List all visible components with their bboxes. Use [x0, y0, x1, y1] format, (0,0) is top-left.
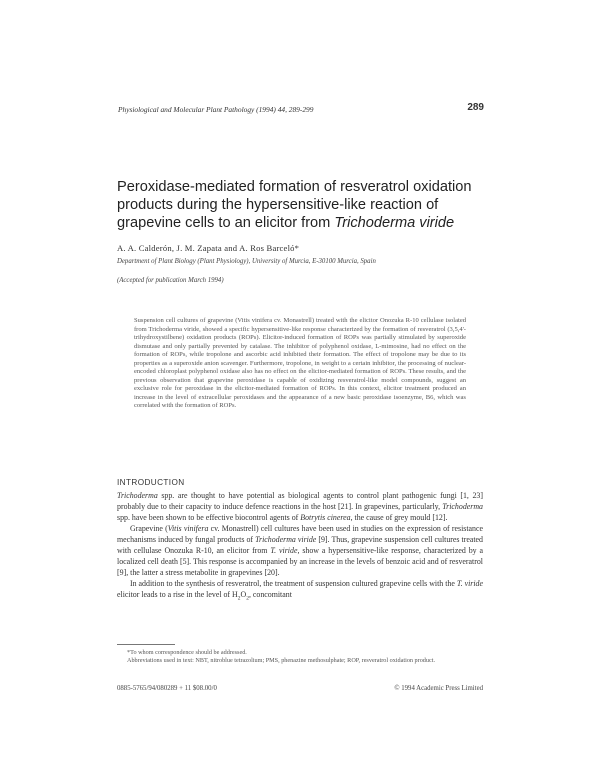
genus-name: Trichoderma: [117, 491, 158, 500]
text-run: [9]. Thus, grapevine suspension cell cultures treated with cellulase Onozuka R-10, an elicitor from: [117, 535, 484, 556]
genus-name: Trichoderma: [442, 502, 483, 512]
species-name: T. viride: [270, 546, 298, 556]
paragraph-3: [117, 578, 483, 600]
article-title: [117, 178, 497, 232]
pathogen-name: Botrytis cinerea: [300, 513, 351, 523]
subscript: 2: [237, 596, 241, 602]
text-run: Grapevine (: [130, 524, 168, 534]
text-run: , concomitant: [248, 590, 292, 600]
text-run: spp. have been shown to be effective biocontrol agents of: [117, 513, 301, 523]
text-run: cv. Monastrell) cell cultures have been used in studies on the expression of resistance mechanisms induced by fungal products of: [117, 524, 483, 545]
paragraph-2: [117, 523, 483, 578]
paragraph-1: [117, 490, 483, 523]
species-name: Vitis vinifera: [167, 524, 209, 534]
text-run: In addition to the synthesis of resveratrol, the treatment of suspension cultured grapevine cells with the: [130, 579, 457, 589]
species-name: T. viride: [456, 579, 484, 589]
text-run: O: [240, 590, 247, 600]
text-run: spp. are thought to have potential as biological agents to control plant pathogenic fungi [1, 23] probably due to their capacity to induce defence reactions in the host [21]. In grapevines, particularly,: [117, 491, 483, 512]
accepted-date: (Accepted for publication March 1994): [117, 277, 224, 284]
footnote-abbreviations: Abbreviations used in text: NBT, nitroblue tetrazolium; PMS, phenazine methosulphate; ROP, resveratrol oxidation product.: [127, 657, 435, 665]
journal-citation: Physiological and Molecular Plant Pathology (1994) 44, 289-299: [118, 105, 314, 114]
title-species: Trichoderma viride: [334, 215, 455, 231]
copyright-line: © 1994 Academic Press Limited: [394, 685, 483, 692]
affiliation: Department of Plant Biology (Plant Physiology), University of Murcia, E-30100 Murcia, Spain: [117, 258, 376, 265]
footnotes: [117, 649, 483, 665]
title-text: Peroxidase-mediated formation of resveratrol oxidation products during the hypersensitive-like reaction of grapevine cells to an elicitor from: [117, 179, 472, 231]
text-run: elicitor leads to a rise in the level of H: [117, 590, 238, 600]
species-name: Trichoderma viride: [255, 535, 317, 545]
abstract: Suspension cell cultures of grapevine (Vitis vinifera cv. Monastrell) treated with the elicitor Onozuka R-10 cellulase isolated from Trichoderma viride, showed a specific hypersensitive-like response characterized by the formation of resveratrol (3,5,4'-trihydroxystilbene) oxidation products (ROPs). Elicitor-induced formation of ROPs was partially stimulated by superoxide dismutase and only partially prevented by catalase. The inhibitor of polyphenol oxidase, L-mimosine, had no effect on the formation of ROPs, while tropolone and ascorbic acid inhibited their formation. The effect of tropolone may be due to its properties as a superoxide anion scavenger. Furthermore, tropolone, in weight to a certain inhibitor, the processing of nuclear-encoded chloroplast polyphenol oxidase also has no effect on the elicitor-mediated formation of ROPs. These results, and the previous observation that grapevine peroxidase is capable of oxidizing resveratrol-like model compounds, suggest an exclusive role for peroxidase in the elicitor-mediated formation of ROPs. In this context, elicitor treatment produced an increase in the level of extracellular peroxidases and the appearance of a new basic peroxidase isoenzyme, B6, which was correlated with the formation of ROPs.: [134, 317, 466, 410]
text-run: , show a hypersensitive-like response, characterized by a localized cell death [5]. This response is accompanied by an increase in the levels of benzoic acid and of resveratrol [9], the latter a stress metabolite in grapevines [20].: [117, 546, 483, 578]
footnote-corresponding: *To whom correspondence should be addressed.: [127, 649, 247, 656]
issn-line: 0885-5765/94/080289 + 11 $08.00/0: [117, 685, 217, 692]
subscript: 2: [246, 596, 249, 602]
page-number: 289: [467, 102, 484, 113]
introduction-body: [117, 490, 483, 600]
footnote-divider: [117, 644, 175, 645]
section-heading: INTRODUCTION: [117, 478, 185, 487]
author-list: A. A. Calderón, J. M. Zapata and A. Ros Barceló*: [117, 243, 300, 253]
text-run: , the cause of grey mould [12].: [350, 513, 448, 523]
